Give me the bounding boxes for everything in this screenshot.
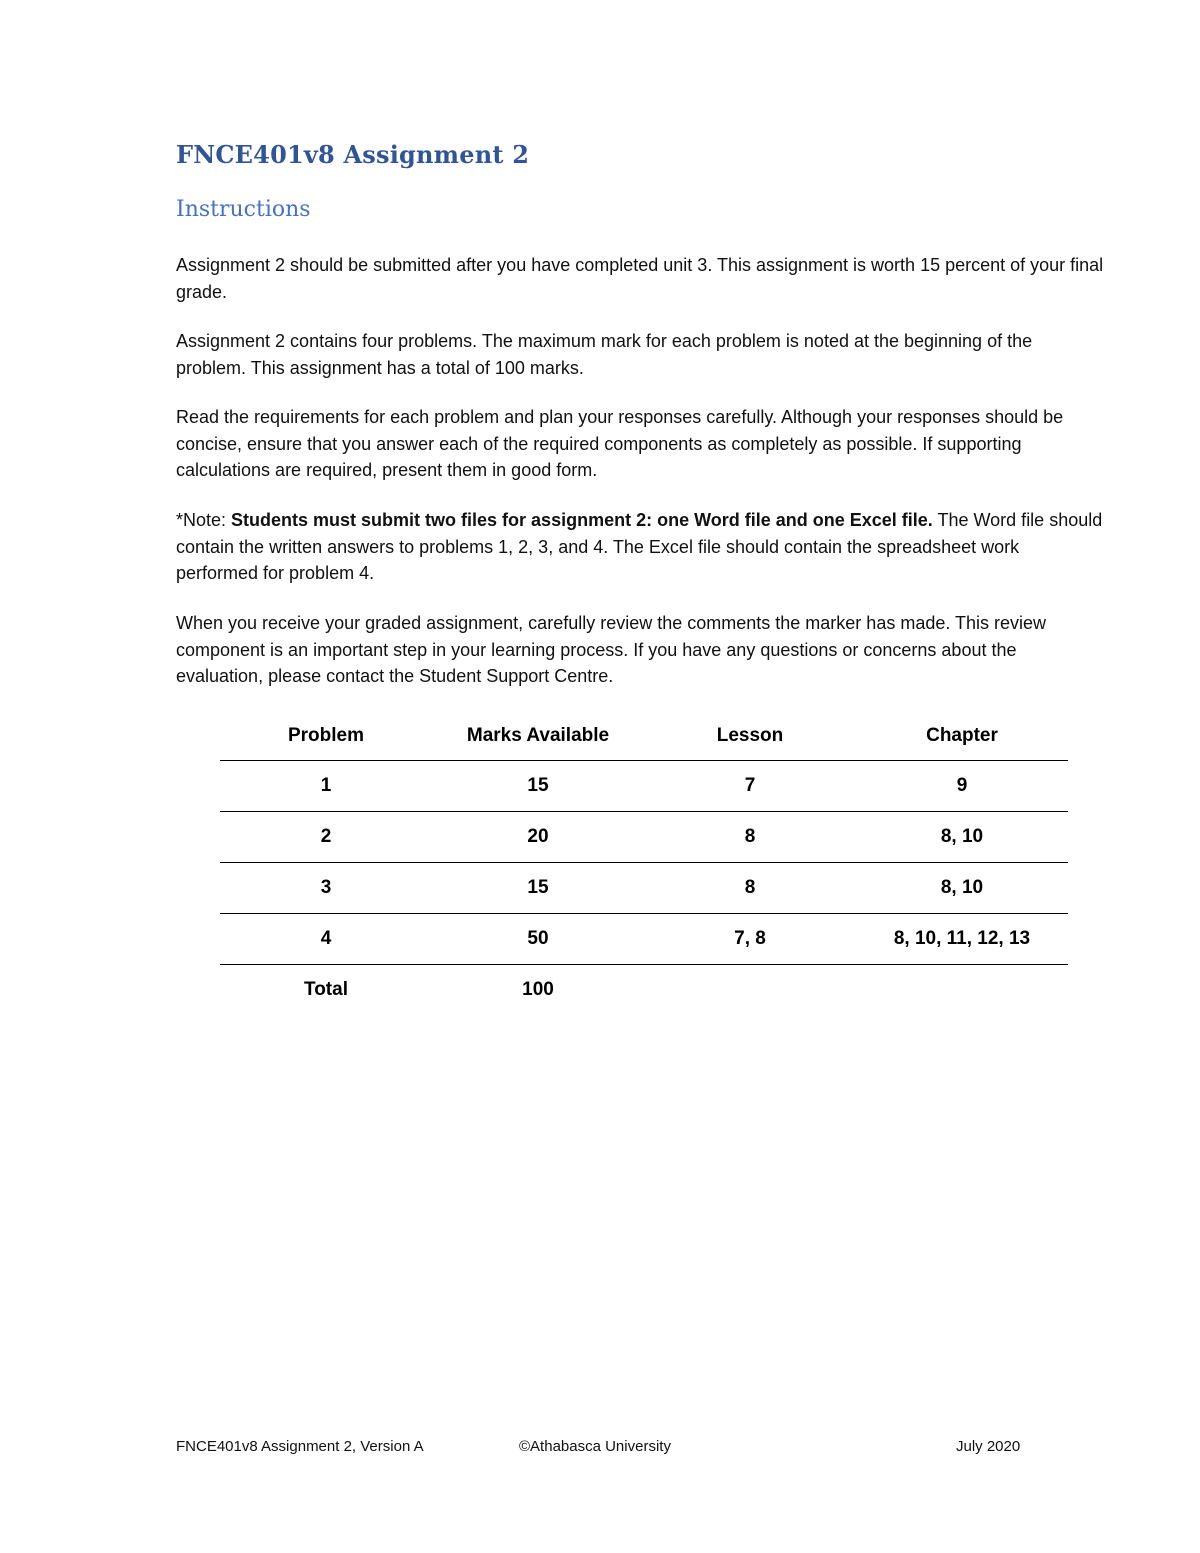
cell-total-label: Total (304, 979, 348, 1000)
table-row (220, 761, 1068, 812)
cell-chapter: 9 (856, 761, 1068, 812)
footer-copyright: ©Athabasca University (519, 1438, 671, 1455)
paragraph-note (176, 507, 1106, 587)
header-marks-available: Marks Available (432, 712, 644, 761)
cell-chapter: 8, 10 (856, 863, 1068, 914)
paragraph-problems: Assignment 2 contains four problems. The maximum mark for each problem is noted at the beginning of the problem. This assignment has a total of 100 marks. (176, 331, 1033, 378)
cell-total-marks: 100 (522, 979, 554, 1000)
cell-chapter: 8, 10, 11, 12, 13 (856, 914, 1068, 965)
cell-marks: 15 (432, 863, 644, 914)
note-prefix: *Note: (176, 510, 232, 530)
marks-table (220, 712, 1068, 1015)
cell-lesson: 7, 8 (644, 914, 856, 965)
cell-marks: 50 (432, 914, 644, 965)
table-header-row (220, 712, 1068, 761)
cell-empty (644, 965, 856, 1016)
header-lesson: Lesson (644, 712, 856, 761)
cell-marks: 20 (432, 812, 644, 863)
cell-empty (856, 965, 1068, 1016)
footer-date: July 2020 (956, 1438, 1021, 1455)
note-bold-text: Students must submit two files for assignment 2: one Word file and one Excel file. (231, 510, 933, 530)
paragraph-requirements: Read the requirements for each problem and plan your responses carefully. Although your responses should be concise, ensure that you answer each of the required components as completely as possible. If supporting calculations are required, present them in good form. (176, 407, 1064, 480)
instructions-heading: Instructions (176, 197, 311, 222)
table-row (220, 914, 1068, 965)
cell-problem: 4 (220, 914, 432, 965)
cell-lesson: 8 (644, 812, 856, 863)
document-title: FNCE401v8 Assignment 2 (176, 140, 530, 169)
header-problem: Problem (220, 712, 432, 761)
paragraph-submission: Assignment 2 should be submitted after you have completed unit 3. This assignment is worth 15 percent of your final grade. (176, 255, 1104, 302)
cell-problem: 3 (220, 863, 432, 914)
cell-lesson: 7 (644, 761, 856, 812)
note-rest-text: The Word file should contain the written answers to problems 1, 2, 3, and 4. The Excel file should contain the spreadsheet work performed for problem 4. (176, 510, 1103, 583)
table-row (220, 812, 1068, 863)
cell-marks: 15 (432, 761, 644, 812)
header-chapter: Chapter (856, 712, 1068, 761)
table-total-row (220, 965, 1068, 1016)
paragraph-review: When you receive your graded assignment, carefully review the comments the marker has made. This review component is an important step in your learning process. If you have any questions or concerns about the evaluation, please contact the Student Support Centre. (176, 613, 1047, 686)
cell-problem: 2 (220, 812, 432, 863)
cell-chapter: 8, 10 (856, 812, 1068, 863)
footer-version: FNCE401v8 Assignment 2, Version A (176, 1438, 424, 1455)
table-row (220, 863, 1068, 914)
cell-problem: 1 (220, 761, 432, 812)
cell-lesson: 8 (644, 863, 856, 914)
